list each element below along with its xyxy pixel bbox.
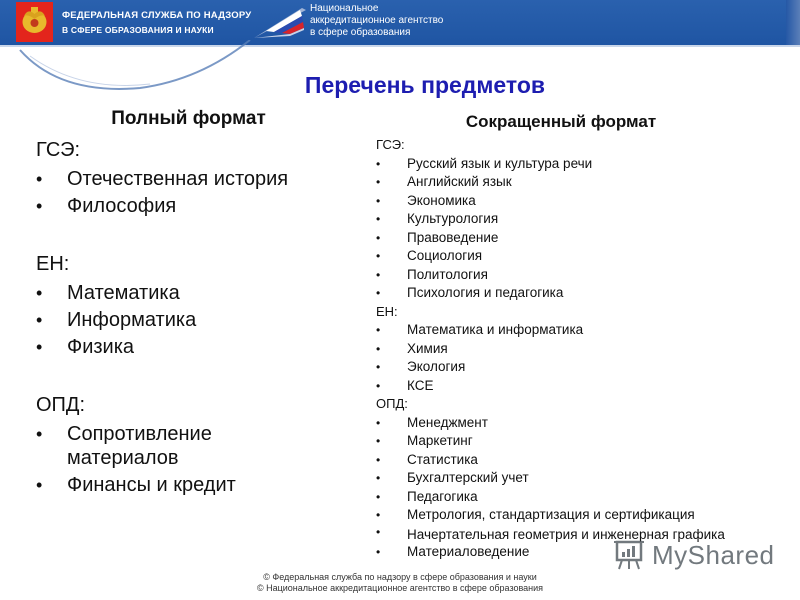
short-group-title-opd: ОПД:	[376, 396, 408, 411]
full-group-title-opd: ОПД:	[36, 394, 86, 416]
list-item: • Менеджмент	[376, 414, 796, 433]
bullet: •	[376, 249, 381, 263]
bullet: •	[36, 310, 43, 330]
bullet: •	[36, 169, 43, 189]
bullet: •	[36, 337, 43, 357]
bullet: •	[376, 230, 381, 245]
full-group-title-gse: ГСЭ:	[36, 139, 81, 161]
agency-line1: Национальное	[310, 3, 379, 14]
bullet: •	[36, 424, 43, 444]
list-item: • Математика	[36, 282, 180, 304]
full-group-title-en: ЕН:	[36, 253, 70, 275]
bullet: •	[36, 475, 43, 495]
list-item: • Финансы и кредит	[36, 474, 236, 496]
list-item: • Химия	[376, 340, 796, 359]
list-item: • Бухгалтерский учет	[376, 469, 796, 488]
list-item: • Метрология, стандартизация и сертификация	[376, 506, 796, 525]
bullet: •	[376, 434, 381, 448]
federal-service-name	[62, 9, 251, 37]
list-item: • Психология и педагогика	[376, 284, 796, 303]
federal-service-line1: ФЕДЕРАЛЬНАЯ СЛУЖБА ПО НАДЗОРУ	[62, 10, 252, 21]
bullet: •	[376, 156, 381, 171]
accreditation-agency-name	[310, 3, 443, 39]
list-item: • Педагогика	[376, 488, 796, 507]
list-item: • Сопротивление материалов	[36, 423, 212, 469]
watermark-text: MyShared	[652, 539, 775, 570]
federal-service-line2: В СФЕРЕ ОБРАЗОВАНИЯ И НАУКИ	[62, 25, 214, 35]
bullet: •	[376, 415, 381, 430]
bullet: •	[36, 196, 43, 216]
list-item: • Культурология	[376, 210, 796, 229]
bullet: •	[376, 323, 381, 337]
list-item: • Статистика	[376, 451, 796, 470]
bullet: •	[376, 508, 381, 522]
bullet: •	[376, 267, 381, 282]
bullet: •	[376, 524, 381, 539]
short-format-heading: Сокращенный формат	[465, 112, 657, 131]
list-item: • Информатика	[36, 309, 197, 331]
short-format-column	[376, 112, 796, 561]
copyright-line2: © Национальное аккредитационное агентство в сфере образования	[256, 583, 544, 593]
bullet: •	[376, 452, 381, 467]
list-item: • Русский язык и культура речи	[376, 155, 796, 174]
copyright-footer	[0, 572, 800, 594]
bullet: •	[376, 193, 381, 208]
bullet: •	[376, 341, 381, 356]
full-format-heading: Полный формат	[111, 108, 266, 129]
bullet: •	[376, 286, 381, 300]
list-item: • Политология	[376, 266, 796, 285]
list-item: • Правоведение	[376, 229, 796, 248]
list-item: • Материаловедение	[376, 543, 796, 562]
watermark	[612, 537, 775, 573]
bullet: •	[376, 544, 381, 559]
sail-logo-icon	[252, 4, 308, 40]
list-item: • Математика и информатика	[376, 321, 796, 340]
short-group-title-gse: ГСЭ:	[376, 137, 405, 152]
list-item: • Английский язык	[376, 173, 796, 192]
full-format-column	[36, 108, 356, 500]
presentation-board-icon	[612, 538, 646, 572]
list-item: • Философия	[36, 195, 177, 217]
bullet: •	[376, 471, 381, 485]
agency-line2: аккредитационное агентство	[310, 15, 444, 26]
bullet: •	[36, 283, 43, 303]
agency-line3: в сфере образования	[310, 27, 411, 38]
list-item: • КСЕ	[376, 377, 796, 396]
bullet: •	[376, 175, 381, 189]
list-item: • Отечественная история	[36, 168, 289, 190]
page-title: Перечень предметов	[304, 72, 546, 98]
bullet: •	[376, 378, 381, 393]
bullet: •	[376, 360, 381, 374]
banner-edge	[786, 0, 800, 45]
coat-of-arms-icon	[16, 2, 53, 42]
list-item: • Маркетинг	[376, 432, 796, 451]
list-item: • Экология	[376, 358, 796, 377]
list-item: • Физика	[36, 336, 135, 358]
list-item: • Социология	[376, 247, 796, 266]
list-item: • Начертательная геометрия и инженерная графика	[376, 524, 725, 542]
copyright-line1: © Федеральная служба по надзору в сфере образования и науки	[263, 572, 537, 582]
list-item: • Экономика	[376, 192, 796, 211]
bullet: •	[376, 489, 381, 504]
bullet: •	[376, 212, 381, 226]
short-group-title-en: ЕН:	[376, 303, 398, 319]
